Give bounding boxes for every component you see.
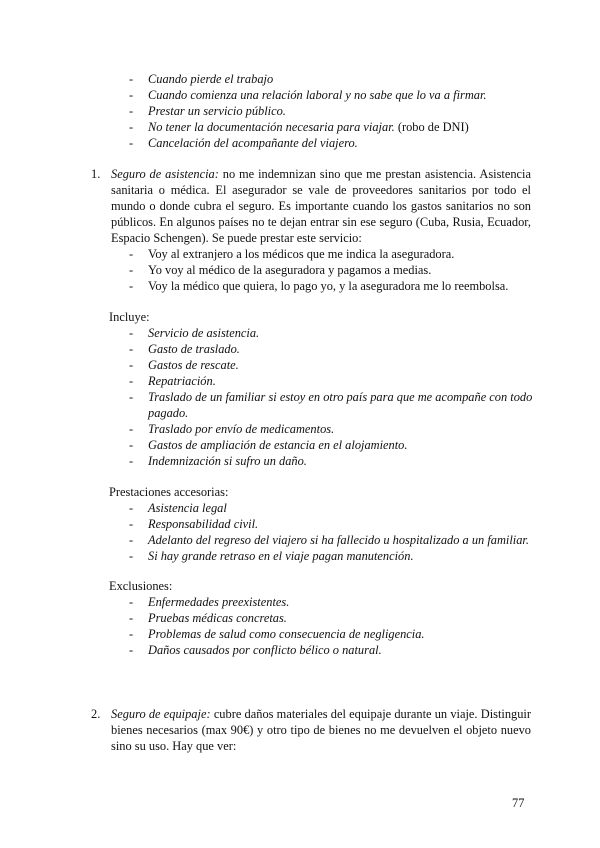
list-item: - Problemas de salud como consecuencia de negligencia. (129, 626, 539, 642)
section-text: no me indemnizan sino que me prestan asistencia. Asistencia sanitaria o médica. El asegurador se vale de proveedores sanitarios por todo el mundo o donde cubra el seguro. Es importante cuando los gastos sanitarios no son públicos. En algunos países no te dejan entrar sin ese seguro (Cuba, Rusia, Ecuador, Espacio Schengen). Se puede prestar este servicio: (111, 167, 531, 245)
list-item: - Si hay grande retraso en el viaje pagan manutención. (129, 548, 539, 564)
section-number: 2. (91, 707, 101, 721)
section-body (111, 706, 531, 754)
top-list (129, 71, 539, 151)
asistencia-options (129, 246, 539, 294)
section-text: cubre daños materiales del equipaje durante un viaje. Distinguir bienes necesarios (max 90€) y otro tipo de bienes no me devuelven el objeto nuevo sino su uso. Hay que ver: (111, 707, 531, 753)
prestaciones-list (129, 500, 539, 564)
list-item: - Daños causados por conflicto bélico o natural. (129, 642, 539, 658)
incluye-list (129, 325, 539, 469)
list-item: - Indemnización si sufro un daño. (129, 453, 539, 469)
list-item: - Traslado por envío de medicamentos. (129, 421, 539, 437)
list-item: - Cancelación del acompañante del viajero. (129, 135, 539, 151)
section-number: 1. (91, 167, 101, 181)
list-item: - Cuando pierde el trabajo (129, 71, 539, 87)
list-item: - Adelanto del regreso del viajero si ha fallecido u hospitalizado a un familiar. (129, 532, 539, 548)
incluye-label: Incluye: (109, 310, 150, 324)
list-item: - Cuando comienza una relación laboral y no sabe que lo va a firmar. (129, 87, 539, 103)
list-item: - Gasto de traslado. (129, 341, 539, 357)
prestaciones-label: Prestaciones accesorias: (109, 485, 229, 499)
list-item: - Repatriación. (129, 373, 539, 389)
list-item: - Pruebas médicas concretas. (129, 610, 539, 626)
section-title: Seguro de asistencia: (111, 167, 219, 181)
list-item: - Prestar un servicio público. (129, 103, 539, 119)
list-item: - Servicio de asistencia. (129, 325, 539, 341)
list-item: - Traslado de un familiar si estoy en otro país para que me acompañe con todo pagado. (129, 389, 539, 421)
page-number: 77 (512, 796, 525, 810)
list-item: - Asistencia legal (129, 500, 539, 516)
list-item: - Gastos de ampliación de estancia en el alojamiento. (129, 437, 539, 453)
exclusiones-label: Exclusiones: (109, 579, 173, 593)
list-item: - Gastos de rescate. (129, 357, 539, 373)
list-item: - Yo voy al médico de la aseguradora y pagamos a medias. (129, 262, 539, 278)
section-title: Seguro de equipaje: (111, 707, 211, 721)
list-item: - Responsabilidad civil. (129, 516, 539, 532)
section-2 (91, 706, 531, 754)
list-item: - No tener la documentación necesaria para viajar. (robo de DNI) (129, 119, 539, 135)
list-item: - Voy la médico que quiera, lo pago yo, y la aseguradora me lo reembolsa. (129, 278, 539, 294)
section-1 (91, 166, 531, 246)
section-body (111, 166, 531, 246)
list-item: - Voy al extranjero a los médicos que me indica la aseguradora. (129, 246, 539, 262)
list-item: - Enfermedades preexistentes. (129, 594, 539, 610)
exclusiones-list (129, 594, 539, 658)
